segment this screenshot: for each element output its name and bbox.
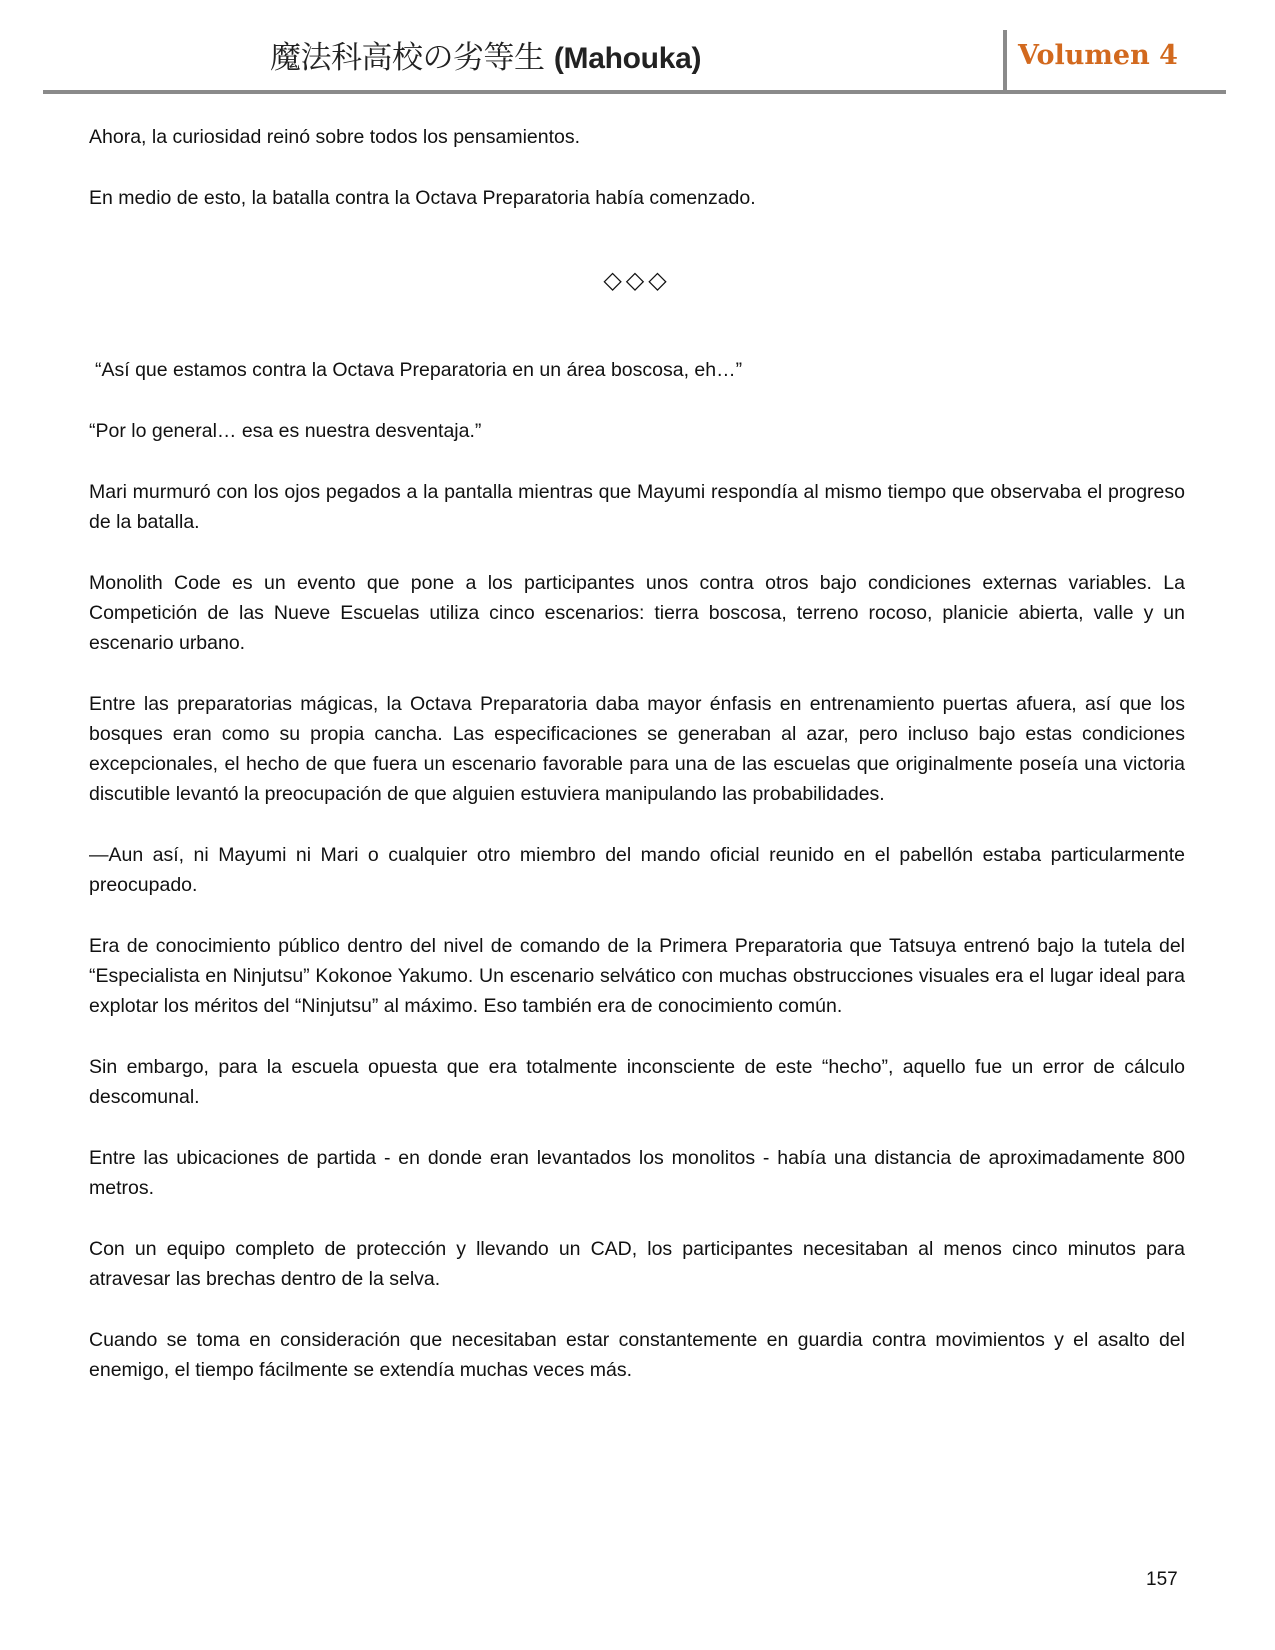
paragraph: Monolith Code es un evento que pone a los participantes unos contra otros bajo condiciones externas variables. La Competición de las Nueve Escuelas utiliza cinco escenarios: tierra boscosa, terreno rocoso, planicie abierta, valle y un escenario urbano. <box>89 572 1185 654</box>
page-header <box>0 0 1275 100</box>
page-number: 157 <box>1146 1569 1178 1590</box>
header-vertical-divider <box>1003 30 1007 94</box>
paragraph: En medio de esto, la batalla contra la Octava Preparatoria había comenzado. <box>89 187 756 209</box>
book-title-latin: (Mahouka) <box>553 42 702 75</box>
volume-label: Volumen 4 <box>1018 40 1178 71</box>
paragraph: Era de conocimiento público dentro del nivel de comando de la Primera Preparatoria que Tatsuya entrenó bajo la tutela del “Especialista en Ninjutsu” Kokonoe Yakumo. Un escenario selvático con muchas obstrucciones visuales era el lugar ideal para explotar los méritos del “Ninjutsu” al máximo. Eso también era de conocimiento común. <box>89 935 1185 1017</box>
book-title <box>270 38 701 79</box>
paragraph: Entre las ubicaciones de partida - en donde eran levantados los monolitos - había una distancia de aproximadamente 800 metros. <box>89 1147 1185 1199</box>
paragraph: Ahora, la curiosidad reinó sobre todos los pensamientos. <box>89 126 581 148</box>
dialogue-paragraph: “Por lo general… esa es nuestra desventaja.” <box>89 420 482 442</box>
paragraph: Con un equipo completo de protección y llevando un CAD, los participantes necesitaban al menos cinco minutos para atravesar las brechas dentro de la selva. <box>89 1238 1185 1290</box>
page-body <box>89 122 1185 1416</box>
book-title-japanese: 魔法科高校の劣等生 <box>270 40 554 76</box>
paragraph: Sin embargo, para la escuela opuesta que era totalmente inconsciente de este “hecho”, aquello fue un error de cálculo descomunal. <box>89 1056 1185 1108</box>
paragraph: Entre las preparatorias mágicas, la Octava Preparatoria daba mayor énfasis en entrenamiento puertas afuera, así que los bosques eran como su propia cancha. Las especificaciones se generaban al azar, pero incluso bajo estas condiciones excepcionales, el hecho de que fuera un escenario favorable para una de las escuelas que originalmente poseía una victoria discutible levantó la preocupación de que alguien estuviera manipulando las probabilidades. <box>89 693 1185 805</box>
paragraph: Mari murmuró con los ojos pegados a la pantalla mientras que Mayumi respondía al mismo tiempo que observaba el progreso de la batalla. <box>89 481 1185 533</box>
paragraph: Cuando se toma en consideración que necesitaban estar constantemente en guardia contra movimientos y el asalto del enemigo, el tiempo fácilmente se extendía muchas veces más. <box>89 1329 1185 1381</box>
scene-break-diamonds-icon: ◇◇◇ <box>603 266 671 294</box>
dialogue-paragraph: “Así que estamos contra la Octava Preparatoria en un área boscosa, eh…” <box>95 359 743 381</box>
header-horizontal-rule <box>43 90 1226 94</box>
paragraph: —Aun así, ni Mayumi ni Mari o cualquier otro miembro del mando oficial reunido en el pabellón estaba particularmente preocupado. <box>89 844 1185 896</box>
